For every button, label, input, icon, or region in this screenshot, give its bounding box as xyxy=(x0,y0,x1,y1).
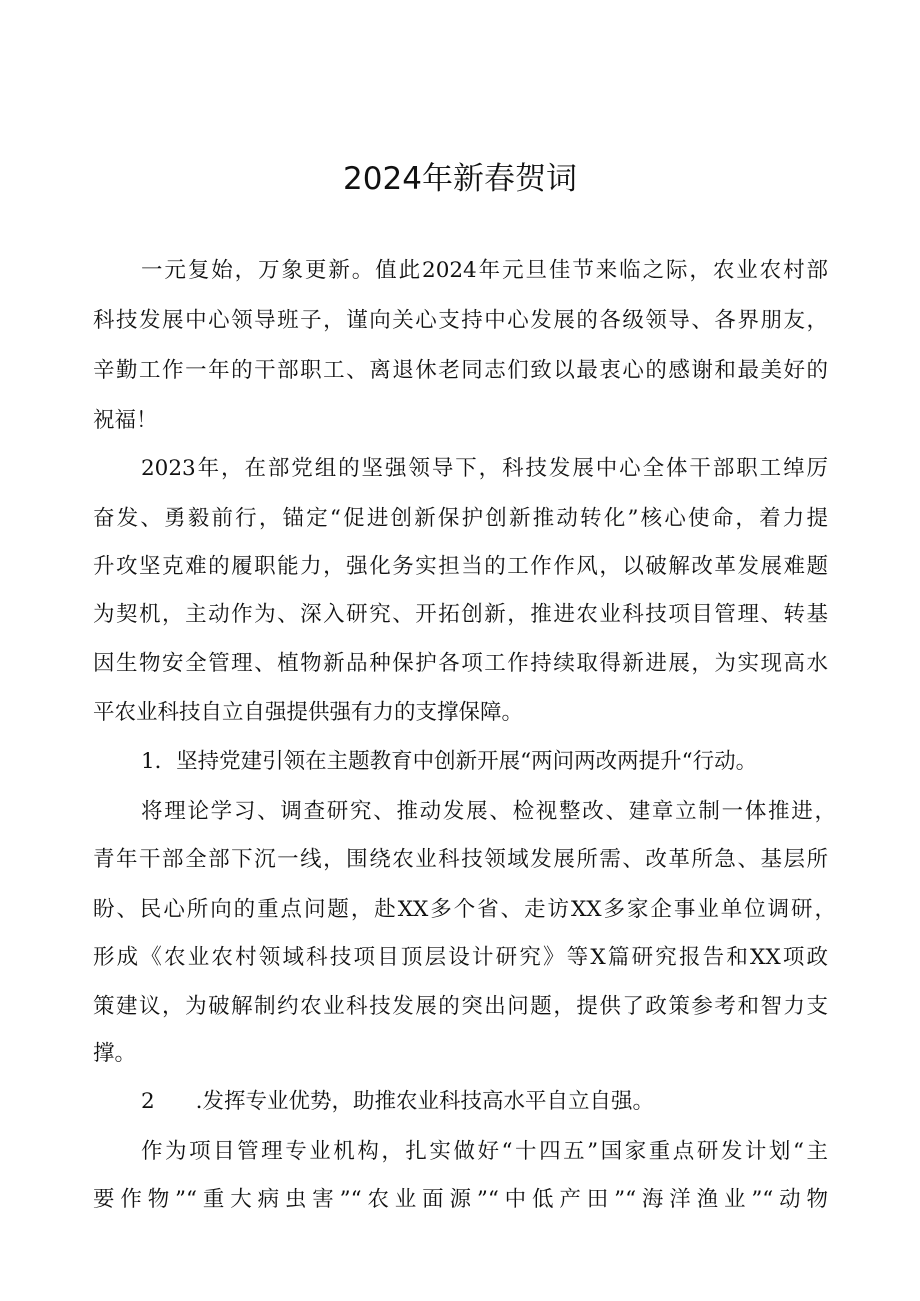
paragraph-line: 将理论学习、调查研究、推动发展、检视整改、建章立制一体推进， xyxy=(141,799,836,824)
document-title: 2024年新春贺词 xyxy=(343,161,577,197)
paragraph-line: 平农业科技自立自强提供强有力的支撑保障。 xyxy=(93,700,524,725)
paragraph-line: 祝福！ xyxy=(93,408,158,433)
paragraph-line: 一元复始，万象更新。值此2024年元旦佳节来临之际，农业农村部 xyxy=(141,258,828,283)
paragraph-line: 撑。 xyxy=(93,1041,137,1066)
paragraph-line: 为契机，主动作为、深入研究、开拓创新，推进农业科技项目管理、转基 xyxy=(93,602,828,627)
section-heading: 2 .发挥专业优势，助推农业科技高水平自立自强。 xyxy=(141,1089,655,1114)
paragraph-line: 2023年，在部党组的坚强领导下，科技发展中心全体干部职工绰厉 xyxy=(141,456,828,481)
paragraph-line: 作为项目管理专业机构，扎实做好“十四五”国家重点研发计划“主 xyxy=(141,1139,828,1164)
paragraph-line: 奋发、勇毅前行，锚定“促进创新保护创新推动转化”核心使命，着力提 xyxy=(93,506,828,531)
paragraph-line: 科技发展中心领导班子，谨向关心支持中心发展的各级领导、各界朋友， xyxy=(93,308,828,333)
paragraph-line: 形成《农业农村领域科技项目顶层设计研究》等X篇研究报告和XX项政 xyxy=(93,945,828,970)
paragraph-line: 策建议，为破解制约农业科技发展的突出问题，提供了政策参考和智力支 xyxy=(93,994,828,1019)
paragraph-line: 辛勤工作一年的干部职工、离退休老同志们致以最衷心的感谢和最美好的 xyxy=(93,358,828,383)
paragraph-line: 青年干部全部下沉一线，围绕农业科技领域发展所需、改革所急、基层所 xyxy=(93,847,828,872)
paragraph-line: 盼、民心所向的重点问题，赴XX多个省、走访XX多家企事业单位调研， xyxy=(93,897,836,922)
paragraph-line: 要作物”“重大病虫害”“农业面源”“中低产田”“海洋渔业”“动物 xyxy=(93,1187,828,1212)
paragraph-line: 因生物安全管理、植物新品种保护各项工作持续取得新进展，为实现高水 xyxy=(93,651,828,676)
section-heading: 1．坚持党建引领在主题教育中创新开展“两问两改两提升“行动。 xyxy=(141,749,758,774)
paragraph-line: 升攻坚克难的履职能力，强化务实担当的工作作风，以破解改革发展难题 xyxy=(93,554,828,579)
